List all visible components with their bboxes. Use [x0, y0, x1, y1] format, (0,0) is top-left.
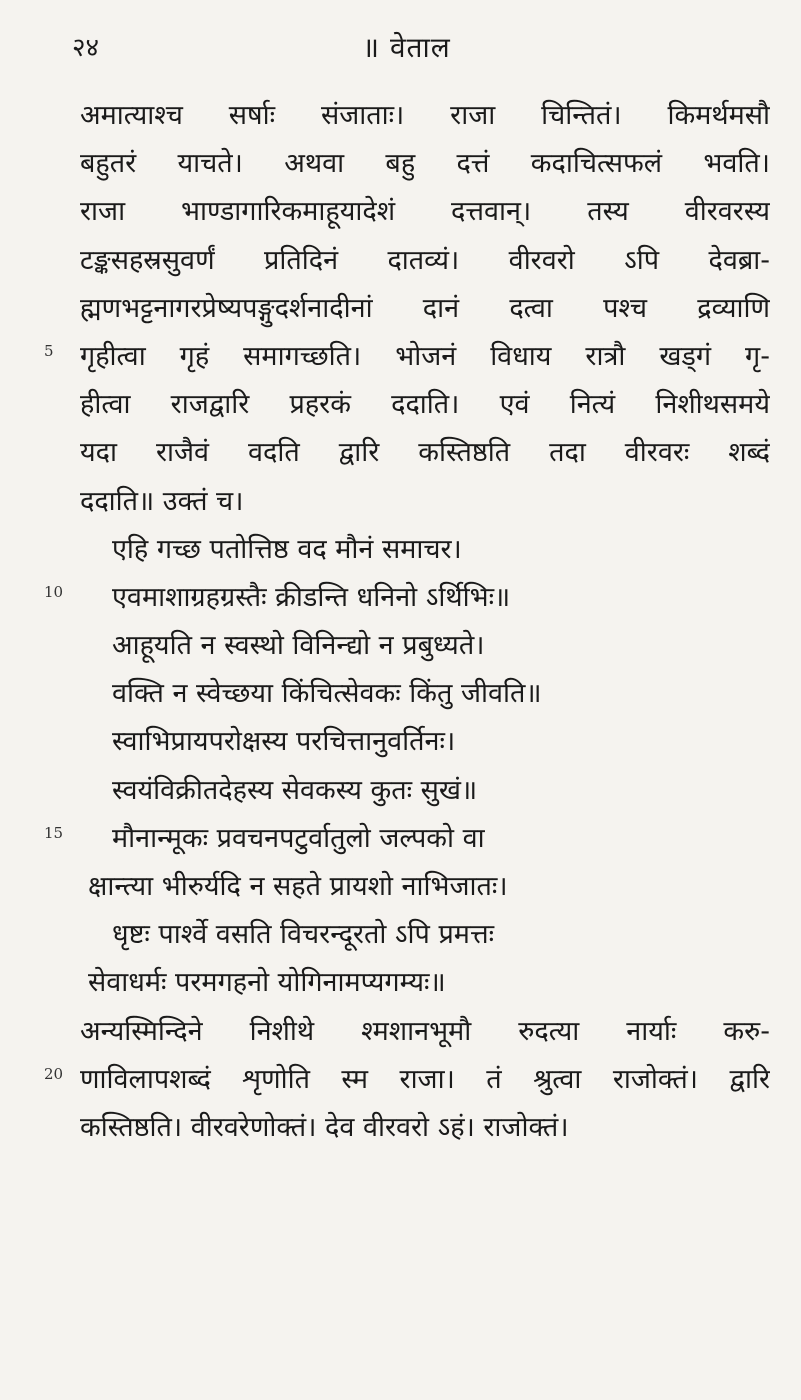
verse-line: मौनान्मूकः प्रवचनपटुर्वातुलो जल्पको वा	[112, 822, 485, 854]
line-number-15: 15	[44, 824, 64, 842]
line-number-20: 20	[44, 1065, 64, 1083]
page-number: २४	[72, 33, 100, 63]
verse-line: सेवाधर्मः परमगहनो योगिनामप्यगम्यः॥	[88, 967, 446, 999]
line-number-5: 5	[44, 342, 54, 360]
text-line: कस्तिष्ठति। वीरवरेणोक्तं। देव वीरवरो ऽहं। राजोक्तं।	[80, 1111, 569, 1143]
text-line: गृहीत्वा गृहं समागच्छति। भोजनं विधाय रात्रौ खड्गं गृ-	[80, 340, 770, 372]
verse-line: एवमाशाग्रहग्रस्तैः क्रीडन्ति धनिनो ऽर्थिभिः॥	[112, 581, 511, 613]
text-line: टङ्कसहस्रसुवर्णं प्रतिदिनं दातव्यं। वीरवरो ऽपि देवब्रा-	[80, 244, 770, 276]
verse-line: स्वाभिप्रायपरोक्षस्य परचित्तानुवर्तिनः।	[112, 726, 456, 758]
verse-line: स्वयंविक्रीतदेहस्य सेवकस्य कुतः सुखं॥	[112, 774, 478, 806]
text-line: अमात्याश्च सर्षाः संजाताः। राजा चिन्तितं। किमर्थमसौ	[80, 100, 770, 131]
text-line: ददाति॥ उक्तं च।	[80, 485, 244, 517]
text-line: अन्यस्मिन्दिने निशीथे श्मशानभूमौ रुदत्या नार्याः करु-	[80, 1015, 770, 1047]
page-header	[72, 28, 741, 68]
verse-line: आहूयति न स्वस्थो विनिन्द्यो न प्रबुध्यते।	[112, 630, 485, 662]
text-line: यदा राजैवं वदति द्वारि कस्तिष्ठति तदा वीरवरः शब्दं	[80, 437, 770, 469]
running-title: ॥ वेताल	[362, 31, 451, 64]
text-line: राजा भाण्डागारिकमाहूयादेशं दत्तवान्। तस्य वीरवरस्य	[80, 196, 770, 228]
line-number-10: 10	[44, 583, 64, 601]
verse-line: वक्ति न स्वेच्छया किंचित्सेवकः किंतु जीवति॥	[112, 678, 542, 710]
text-line: बहुतरं याचते। अथवा बहु दत्तं कदाचित्सफलं भवति।	[80, 148, 770, 180]
text-line: हीत्वा राजद्वारि प्रहरकं ददाति। एवं नित्यं निशीथसमये	[80, 389, 770, 421]
text-line: ह्मणभट्टनागरप्रेष्यपङ्गुदर्शनादीनां दानं दत्वा पश्च द्रव्याणि	[80, 292, 770, 324]
body-text	[80, 92, 770, 1152]
verse-line: एहि गच्छ पतोत्तिष्ठ वद मौनं समाचर।	[112, 533, 462, 565]
text-line: णाविलापशब्दं शृणोति स्म राजा। तं श्रुत्वा राजोक्तं। द्वारि	[80, 1063, 770, 1095]
verse-line: क्षान्त्या भीरुर्यदि न सहते प्रायशो नाभिजातः।	[88, 871, 508, 902]
verse-line: धृष्टः पार्श्वे वसति विचरन्दूरतो ऽपि प्रमत्तः	[112, 919, 495, 951]
